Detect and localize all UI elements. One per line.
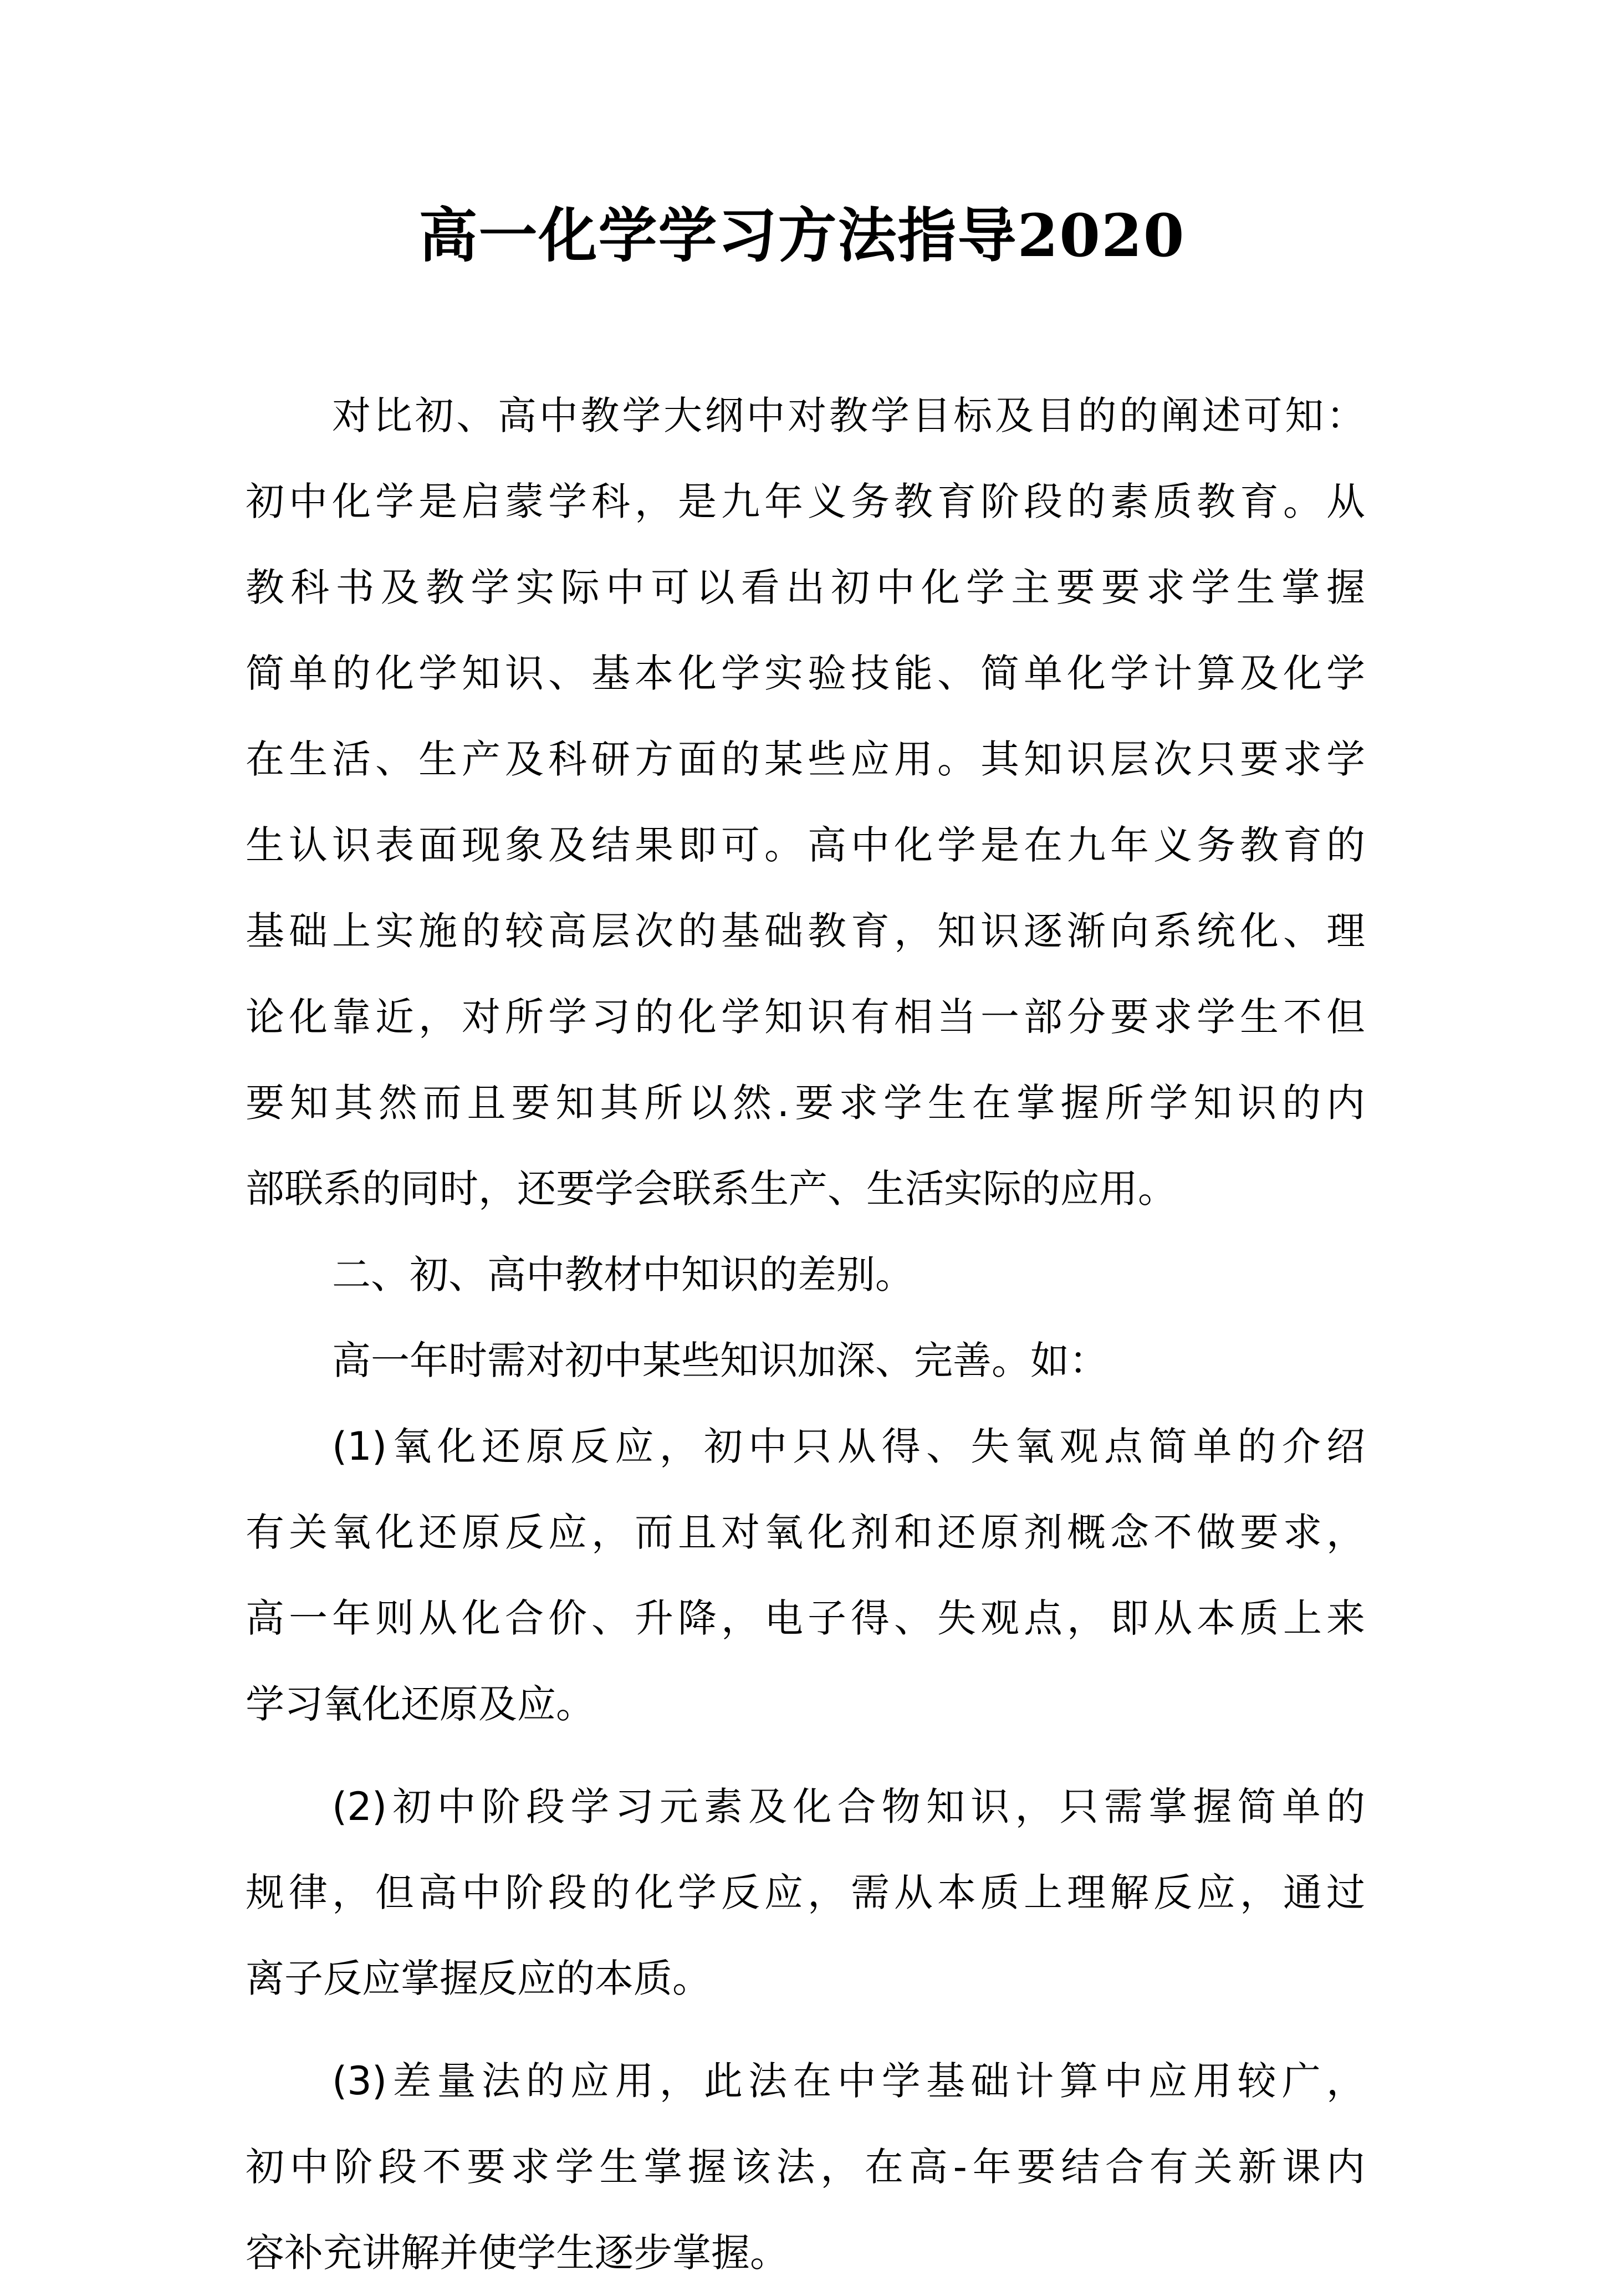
text-line: 论化靠近，对所学习的化学知识有相当一部分要求学生不但 <box>246 994 1365 1040</box>
list-item-line: 规律，但高中阶段的化学反应，需从本质上理解反应，通过 <box>246 1870 1365 1915</box>
list-item-line: 容补充讲解并使学生逐步掌握。 <box>246 2230 789 2275</box>
text-line: 教科书及教学实际中可以看出初中化学主要要求学生掌握 <box>246 565 1365 610</box>
text-line: 初中化学是启蒙学科，是九年义务教育阶段的素质教育。从 <box>246 479 1365 524</box>
text-line: 高一年时需对初中某些知识加深、完善。如： <box>332 1338 1108 1383</box>
text-line: 基础上实施的较高层次的基础教育，知识逐渐向系统化、理 <box>246 908 1365 954</box>
text-line: 部联系的同时，还要学会联系生产、生活实际的应用。 <box>246 1166 1177 1211</box>
text-line: 在生活、生产及科研方面的某些应用。其知识层次只要求学 <box>246 737 1365 782</box>
list-item-line: 有关氧化还原反应，而且对氧化剂和还原剂概念不做要求， <box>246 1510 1365 1555</box>
list-item-line: 学习氧化还原及应。 <box>246 1681 595 1727</box>
section-heading: 二、初、高中教材中知识的差别。 <box>332 1252 914 1297</box>
document-title: 高一化学学习方法指导2020 <box>418 201 1186 270</box>
text-line: 简单的化学知识、基本化学实验技能、简单化学计算及化学 <box>246 651 1365 696</box>
paragraph-gap <box>246 1747 1365 1764</box>
paragraph-gap <box>246 2022 1365 2038</box>
list-item-line: 离子反应掌握反应的本质。 <box>246 1956 711 2001</box>
list-item-line: (1)氧化还原反应，初中只从得、失氧观点简单的介绍 <box>332 1424 1365 1469</box>
list-item-line: (3)差量法的应用，此法在中学基础计算中应用较广， <box>332 2058 1365 2104</box>
document-body <box>246 373 1365 2296</box>
text-line: 对比初、高中教学大纲中对教学目标及目的的阐述可知： <box>332 393 1365 438</box>
list-item-line: (2)初中阶段学习元素及化合物知识，只需掌握简单的 <box>332 1784 1365 1829</box>
list-item-line: 初中阶段不要求学生掌握该法，在高-年要结合有关新课内 <box>246 2144 1365 2190</box>
text-line: 要知其然而且要知其所以然.要求学生在掌握所学知识的内 <box>246 1080 1365 1126</box>
text-line: 生认识表面现象及结果即可。高中化学是在九年义务教育的 <box>246 822 1365 868</box>
list-item-line: 高一年则从化合价、升降，电子得、失观点，即从本质上来 <box>246 1596 1365 1641</box>
